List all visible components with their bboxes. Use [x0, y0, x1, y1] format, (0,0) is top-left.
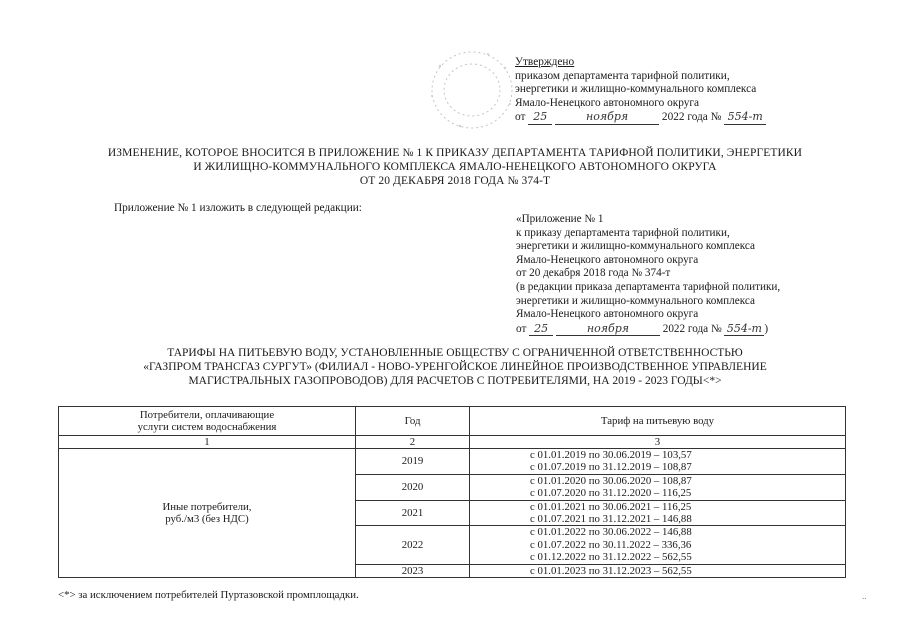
- tariff-line: с 01.01.2019 по 30.06.2019 – 103,57: [530, 449, 692, 461]
- tariff-cell: [470, 449, 846, 475]
- approval-block: [515, 56, 766, 125]
- appendix-line: энергетики и жилищно-коммунального комплекса: [516, 294, 755, 307]
- tariff-cell: [470, 500, 846, 526]
- approval-from: от: [515, 111, 526, 124]
- tariff-title: [50, 346, 860, 388]
- appendix-line: «Приложение № 1: [516, 213, 604, 225]
- appendix-line: энергетики и жилищно-коммунального комплекса: [516, 240, 755, 253]
- tariff-title-line: «ГАЗПРОМ ТРАНСГАЗ СУРГУТ» (ФИЛИАЛ - НОВО-УРЕНГОЙСКОЕ ЛИНЕЙНОЕ ПРОИЗВОДСТВЕННОЕ УПРАВЛЕНИЕ: [143, 361, 767, 373]
- tariff-line: с 01.01.2021 по 30.06.2021 – 116,25: [530, 500, 692, 513]
- appendix-block: [516, 213, 780, 336]
- year-cell: 2023: [356, 564, 470, 577]
- tariff-line: с 01.12.2022 по 31.12.2022 – 562,55: [530, 551, 692, 564]
- year-cell: 2022: [356, 526, 470, 564]
- consumers-header: [59, 407, 356, 436]
- appendix-line: от 20 декабря 2018 года № 374-т: [516, 267, 671, 280]
- tariff-title-line: ТАРИФЫ НА ПИТЬЕВУЮ ВОДУ, УСТАНОВЛЕННЫЕ ОБЩЕСТВУ С ОГРАНИЧЕННОЙ ОТВЕТСТВЕННОСТЬЮ: [167, 347, 743, 359]
- approval-line: энергетики и жилищно-коммунального комплекса: [515, 83, 757, 96]
- appendix-line: Ямало-Ненецкого автономного округа: [516, 308, 699, 321]
- appendix-year-text: 2022 года №: [662, 322, 722, 335]
- tariff-title-line: МАГИСТРАЛЬНЫХ ГАЗОПРОВОДОВ) ДЛЯ РАСЧЕТОВ С ПОТРЕБИТЕЛЯМИ, НА 2019 - 2023 ГОДЫ<*>: [188, 375, 722, 387]
- consumer-line: Иные потребители,: [162, 500, 252, 513]
- tariff-line: с 01.07.2022 по 30.11.2022 – 336,36: [530, 538, 692, 551]
- year-cell: 2020: [356, 474, 470, 500]
- appendix-line: (в редакции приказа департамента тарифной политики,: [516, 280, 781, 293]
- intro-text: Приложение № 1 изложить в следующей редакции:: [114, 202, 362, 214]
- approval-number: 554-т: [724, 110, 766, 125]
- page-mark: ..: [862, 591, 867, 601]
- table-row: [59, 449, 846, 475]
- tariff-cell: [470, 474, 846, 500]
- appendix-date-line: [516, 322, 780, 337]
- approval-month: ноября: [555, 110, 659, 125]
- appendix-month: ноября: [556, 322, 660, 337]
- approval-year-text: 2022 года №: [661, 111, 722, 124]
- tariff-line: с 01.01.2023 по 31.12.2023 – 562,55: [530, 564, 692, 577]
- tariff-cell: [470, 564, 846, 577]
- tariff-cell: [470, 526, 846, 564]
- approval-date-line: [515, 110, 766, 125]
- appendix-number: 554-т: [724, 322, 764, 337]
- appendix-close: ): [764, 322, 769, 335]
- footnote: <*> за исключением потребителей Пуртазовской промплощадки.: [58, 589, 359, 601]
- tariff-line: с 01.07.2021 по 31.12.2021 – 146,88: [530, 513, 692, 526]
- year-cell: 2021: [356, 500, 470, 526]
- year-header: Год: [356, 407, 470, 436]
- change-title: [60, 146, 850, 188]
- tariff-table: [58, 406, 846, 578]
- consumers-header-line: услуги систем водоснабжения: [137, 421, 277, 433]
- tariff-line: с 01.07.2019 по 31.12.2019 – 108,87: [530, 461, 692, 474]
- change-title-line: ИЗМЕНЕНИЕ, КОТОРОЕ ВНОСИТСЯ В ПРИЛОЖЕНИЕ № 1 К ПРИКАЗУ ДЕПАРТАМЕНТА ТАРИФНОЙ ПОЛИТИКИ, ЭНЕРГЕТИКИ: [107, 147, 803, 159]
- change-title-line: И ЖИЛИЩНО-КОММУНАЛЬНОГО КОМПЛЕКСА ЯМАЛО-НЕНЕЦКОГО АВТОНОМНОГО ОКРУГА: [193, 161, 717, 173]
- approval-line: приказом департамента тарифной политики,: [515, 69, 730, 82]
- approval-title: Утверждено: [515, 56, 575, 68]
- year-cell: 2019: [356, 449, 470, 475]
- appendix-line: к приказу департамента тарифной политики,: [516, 226, 730, 239]
- col-number: 1: [59, 436, 356, 449]
- tariff-header: Тариф на питьевую воду: [470, 407, 846, 436]
- appendix-from: от: [516, 322, 527, 335]
- tariff-line: с 01.01.2020 по 30.06.2020 – 108,87: [530, 474, 692, 487]
- tariff-line: с 01.07.2020 по 31.12.2020 – 116,25: [530, 487, 692, 500]
- appendix-day: 25: [529, 322, 553, 337]
- appendix-line: Ямало-Ненецкого автономного округа: [516, 253, 699, 266]
- change-title-line: ОТ 20 ДЕКАБРЯ 2018 ГОДА № 374-Т: [359, 175, 551, 187]
- tariff-line: с 01.01.2022 по 30.06.2022 – 146,88: [530, 526, 692, 539]
- consumer-cell: [59, 449, 356, 578]
- consumers-header-line: Потребители, оплачивающие: [139, 408, 275, 421]
- col-number: 2: [356, 436, 470, 449]
- col-number: 3: [470, 436, 846, 449]
- approval-day: 25: [528, 110, 552, 125]
- approval-line: Ямало-Ненецкого автономного округа: [515, 96, 700, 109]
- consumer-line: руб./м3 (без НДС): [165, 513, 249, 526]
